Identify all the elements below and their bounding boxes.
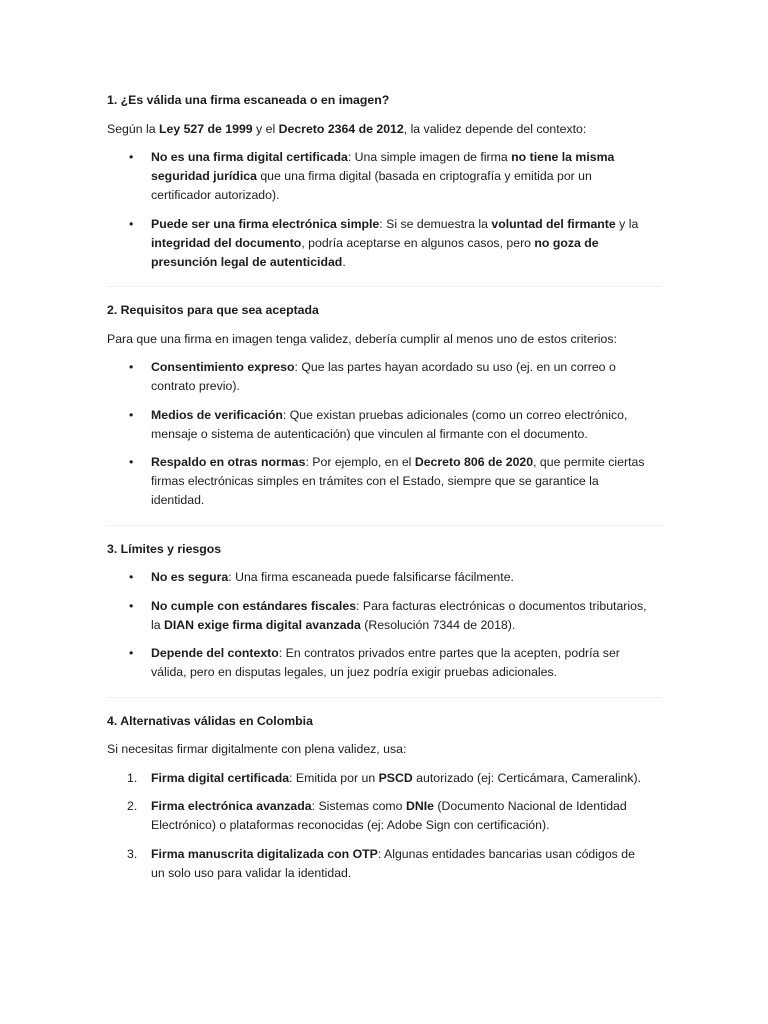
text-segment: : Que las partes hayan acordado su uso (ej. en un correo o contrato previo). (151, 360, 616, 393)
list-item-text (151, 150, 614, 202)
bold-text: No es una firma digital certificada (151, 150, 348, 164)
section-divider (107, 525, 662, 526)
text-segment: : Que existan pruebas adicionales (como un correo electrónico, mensaje o sistema de autenticación) que vinculen al firmante con el documento. (151, 407, 628, 441)
text-segment: Según la (107, 121, 159, 136)
section-heading: 4. Alternativas válidas en Colombia (107, 713, 313, 728)
bullet-icon: • (129, 455, 134, 469)
list-item (107, 453, 662, 510)
text-segment: que una firma digital (basada en criptografía y emitida por un certificador autorizado). (151, 169, 592, 202)
section-heading: 2. Requisitos para que sea aceptada (107, 303, 319, 317)
text-segment: : Sistemas como (311, 799, 406, 813)
bold-text: Decreto 806 de 2020 (414, 455, 534, 469)
text-segment: : Para facturas electrónicas o documentos tributarios, la (151, 598, 647, 632)
bold-text: PSCD (378, 770, 413, 785)
bold-text: Consentimiento expreso (151, 360, 295, 374)
list-item-text (151, 646, 620, 679)
section-heading: 3. Límites y riesgos (107, 541, 222, 556)
bold-text: Puede ser una firma electrónica simple (151, 216, 380, 231)
list-item-text (151, 455, 645, 507)
section-alternatives (107, 712, 662, 883)
bold-text: Firma manuscrita digitalizada con OTP (151, 846, 378, 861)
bold-text: integridad del documento (151, 235, 302, 250)
list-item-text (151, 360, 616, 393)
text-segment: . (342, 254, 346, 269)
list-number: 3. (127, 846, 138, 861)
list-item (107, 358, 662, 396)
text-segment: : Emitida por un (289, 770, 379, 785)
bold-text: Ley 527 de 1999 (158, 121, 253, 136)
list-item-text (151, 799, 627, 832)
list-item (107, 568, 662, 587)
text-segment: y la (615, 216, 639, 231)
list-item-text (151, 847, 635, 880)
list-item-text (151, 217, 638, 269)
text-segment: , la validez depende del contexto: (403, 121, 587, 136)
bullet-icon: • (129, 360, 134, 374)
list-item (107, 406, 662, 444)
bold-text: Firma electrónica avanzada (151, 799, 312, 813)
list-item (107, 644, 662, 682)
section-divider (107, 286, 662, 287)
list-item (107, 845, 662, 883)
list-item-text (151, 570, 514, 584)
section-intro (107, 740, 662, 759)
section-intro (107, 120, 662, 139)
bold-text: no tiene la misma seguridad jurídica (151, 150, 615, 183)
list-item-text (151, 408, 627, 441)
section-intro (107, 330, 662, 349)
bold-text: Firma digital certificada (151, 770, 290, 785)
document-page (107, 91, 662, 892)
text-segment: (Documento Nacional de Identidad Electrónico) o plataformas reconocidas (ej: Adobe Sign con certificación). (151, 799, 627, 832)
text-segment: : Una firma escaneada puede falsificarse fácilmente. (228, 570, 514, 584)
bullet-icon: • (129, 598, 134, 613)
bold-text: No cumple con estándares fiscales (151, 598, 357, 613)
bold-text: Respaldo en otras normas (151, 455, 306, 469)
list-item (107, 769, 662, 788)
text-segment: , que permite ciertas firmas electrónicas simples en trámites con el Estado, siempre que se garantice la identidad. (151, 455, 645, 507)
bullet-icon: • (129, 150, 134, 164)
bold-text: Depende del contexto (151, 646, 279, 660)
list-item (107, 148, 662, 205)
bullet-icon: • (129, 646, 134, 660)
text-segment: Para que una firma en imagen tenga validez, debería cumplir al menos uno de estos criterios: (107, 331, 617, 346)
text-segment: : Algunas entidades bancarias usan códigos de un solo uso para validar la identidad. (151, 846, 635, 880)
bold-text: voluntad del firmante (491, 216, 616, 231)
list-number: 1. (127, 770, 138, 785)
text-segment: , podría aceptarse en algunos casos, pero (301, 235, 535, 250)
section-limits-risks (107, 540, 662, 698)
bold-text: No es segura (151, 570, 229, 584)
bullet-icon: • (129, 216, 134, 231)
bold-text: DIAN exige firma digital avanzada (164, 617, 361, 632)
bold-text: DNIe (405, 799, 434, 813)
text-segment: y el (252, 121, 279, 136)
bullet-list (107, 358, 662, 510)
section-validity (107, 91, 662, 287)
list-item (107, 797, 662, 835)
section-divider (107, 697, 662, 698)
numbered-list (107, 769, 662, 883)
section-heading: 1. ¿Es válida una firma escaneada o en imagen? (107, 93, 390, 107)
bold-text: Decreto 2364 de 2012 (278, 121, 404, 136)
text-segment: : Una simple imagen de firma (347, 150, 512, 164)
section-requirements (107, 301, 662, 526)
bullet-list (107, 148, 662, 272)
text-segment: autorizado (ej: Certicámara, Cameralink). (412, 770, 642, 785)
text-segment: : En contratos privados entre partes que la acepten, podría ser válida, pero en disputas legales, un juez podría exigir pruebas adicionales. (151, 646, 620, 679)
bullet-icon: • (129, 570, 134, 584)
list-item (107, 215, 662, 272)
text-segment: : Si se demuestra la (379, 216, 492, 231)
text-segment: Si necesitas firmar digitalmente con plena validez, usa: (107, 742, 407, 756)
list-item-text (151, 771, 641, 785)
list-number: 2. (127, 799, 138, 813)
bullet-list (107, 568, 662, 682)
bold-text: Medios de verificación (151, 407, 283, 422)
text-segment: : Por ejemplo, en el (305, 455, 415, 469)
text-segment: (Resolución 7344 de 2018). (360, 617, 516, 632)
bold-text: no goza de presunción legal de autenticidad (151, 235, 599, 269)
list-item (107, 597, 662, 635)
list-item-text (151, 599, 647, 632)
bullet-icon: • (129, 407, 134, 422)
